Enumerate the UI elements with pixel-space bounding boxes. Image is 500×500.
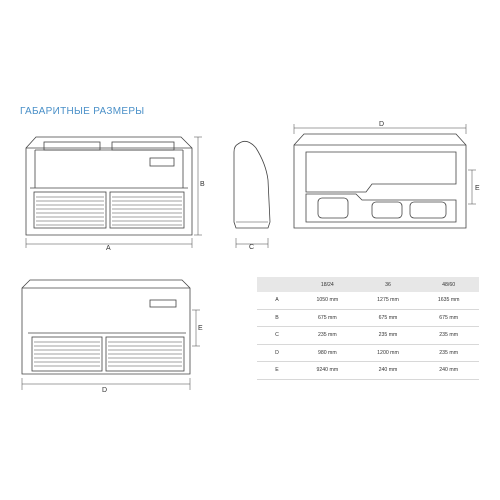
table-cell: 240 mm — [418, 362, 479, 380]
table-row-key: E — [257, 362, 297, 380]
table-row — [257, 309, 479, 327]
dimension-label-e-bottom: E — [198, 325, 203, 332]
table-cell: 675 mm — [418, 309, 479, 327]
table-row — [257, 362, 479, 380]
table-row-key: C — [257, 327, 297, 345]
table-cell: 1200 mm — [358, 344, 419, 362]
bottom-view-drawing — [22, 280, 200, 390]
top-view-drawing — [294, 124, 476, 228]
table-header-cell: 48/60 — [418, 277, 479, 292]
front-view-drawing — [26, 137, 202, 248]
dimension-label-e-top: E — [475, 185, 480, 192]
dimensions-table — [257, 277, 479, 380]
table-cell: 235 mm — [297, 327, 358, 345]
dimension-label-d-top: D — [379, 121, 385, 128]
table-cell: 980 mm — [297, 344, 358, 362]
dimension-label-a: A — [106, 245, 111, 252]
table-cell: 1635 mm — [418, 292, 479, 309]
dimension-label-b: B — [200, 181, 205, 188]
table-cell: 1050 mm — [297, 292, 358, 309]
table-row-key: D — [257, 344, 297, 362]
dimension-label-c: C — [249, 244, 255, 251]
table-cell: 675 mm — [358, 309, 419, 327]
table-cell: 235 mm — [418, 344, 479, 362]
table-header-row — [257, 277, 479, 292]
table-cell: 235 mm — [358, 327, 419, 345]
side-view-drawing — [234, 141, 270, 248]
table-cell: 240 mm — [358, 362, 419, 380]
page-title: ГАБАРИТНЫЕ РАЗМЕРЫ — [20, 106, 145, 117]
table-header-cell: 36 — [358, 277, 419, 292]
dimension-label-d-bottom: D — [102, 387, 108, 394]
table-row — [257, 292, 479, 309]
table-cell: 235 mm — [418, 327, 479, 345]
table-cell: 1275 mm — [358, 292, 419, 309]
table-header-cell: 18/24 — [297, 277, 358, 292]
table-row — [257, 344, 479, 362]
table-header-cell — [257, 277, 297, 292]
table-cell: 675 mm — [297, 309, 358, 327]
table-row-key: B — [257, 309, 297, 327]
table-cell: 9240 mm — [297, 362, 358, 380]
table-row — [257, 327, 479, 345]
table-row-key: A — [257, 292, 297, 309]
